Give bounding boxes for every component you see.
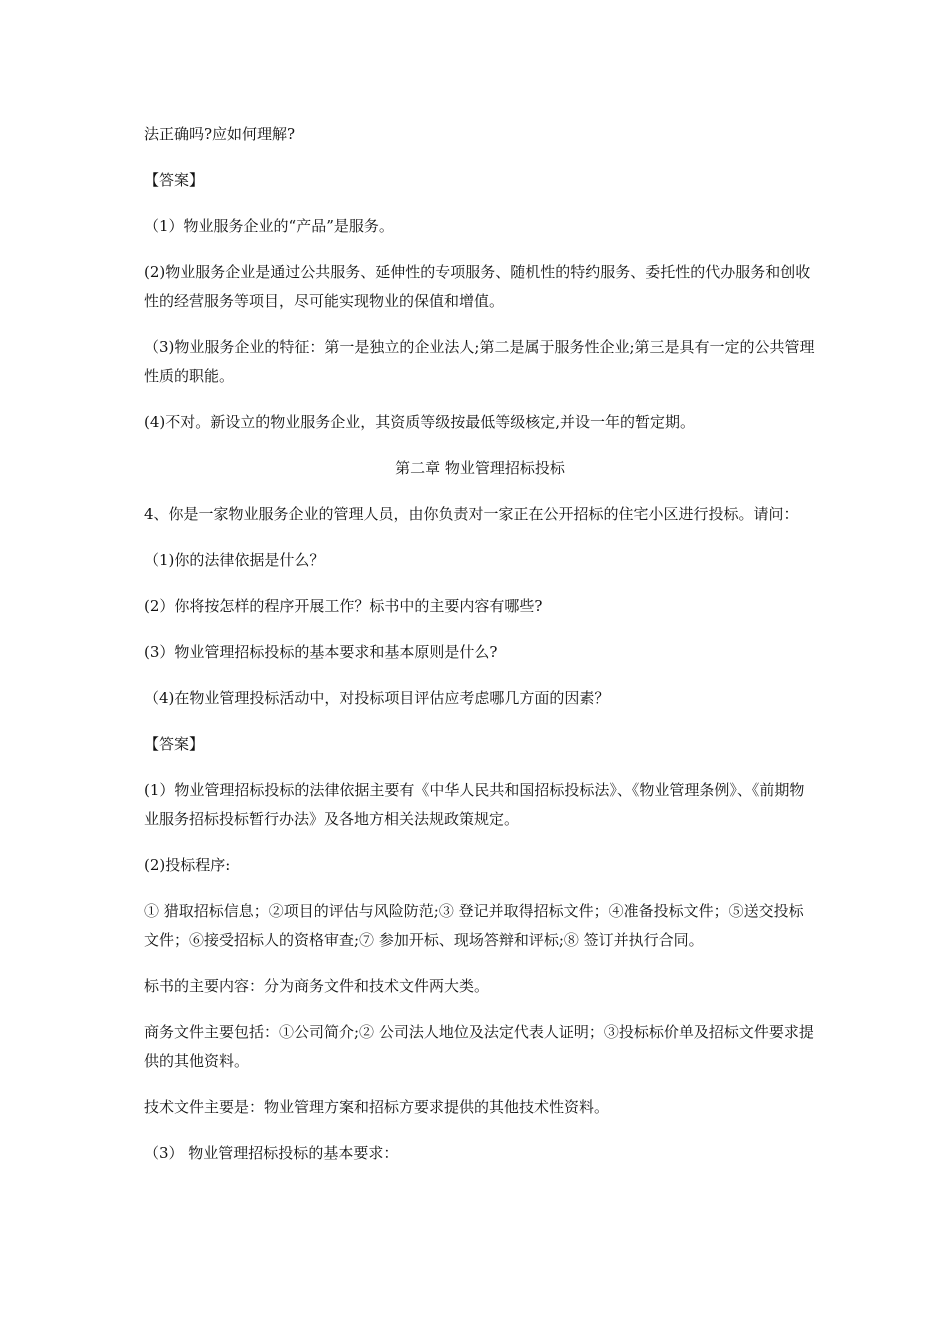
question-4-part-2: (2）你将按怎样的程序开展工作？标书中的主要内容有哪些? bbox=[144, 597, 543, 615]
answer-4-item-3-heading: （3） 物业管理招标投标的基本要求： bbox=[144, 1144, 399, 1162]
answer-4-item-2-heading: (2)投标程序: bbox=[144, 856, 231, 874]
bid-procedure-steps: ① 猎取招标信息；②项目的评估与风险防范;③ 登记并取得招标文件；④准备投标文件；⑤送交投标文件；⑥接受招标人的资格审查;⑦ 参加开标、现场答辩和评标;⑧ 签订并执行合同。 bbox=[144, 902, 804, 949]
question-4-part-1: （1)你的法律依据是什么？ bbox=[144, 551, 325, 569]
technical-documents: 技术文件主要是：物业管理方案和招标方要求提供的其他技术性资料。 bbox=[144, 1098, 610, 1116]
chapter-title: 第二章 物业管理招标投标 bbox=[395, 459, 565, 477]
tender-main-contents: 标书的主要内容：分为商务文件和技术文件两大类。 bbox=[144, 977, 490, 995]
answer-heading: 【答案】 bbox=[144, 171, 205, 189]
paragraph-question-continuation: 法正确吗?应如何理解? bbox=[144, 125, 296, 143]
answer-item-2: (2)物业服务企业是通过公共服务、延伸性的专项服务、随机性的特约服务、委托性的代办服务和创收性的经营服务等项目，尽可能实现物业的保值和增值。 bbox=[144, 263, 811, 310]
answer-item-4: (4)不对。新设立的物业服务企业，其资质等级按最低等级核定,并设一年的暂定期。 bbox=[144, 413, 696, 431]
document-body bbox=[144, 120, 816, 1185]
answer-item-3: （3)物业服务企业的特征：第一是独立的企业法人;第二是属于服务性企业;第三是具有一定的公共管理性质的职能。 bbox=[144, 338, 815, 385]
answer-item-1: （1）物业服务企业的“产品”是服务。 bbox=[144, 217, 394, 235]
answer-4-item-1: (1）物业管理招标投标的法律依据主要有《中华人民共和国招标投标法》、《物业管理条例》、《前期物业服务招标投标暂行办法》及各地方相关法规政策规定。 bbox=[144, 781, 805, 828]
answer-heading: 【答案】 bbox=[144, 735, 205, 753]
commercial-documents: 商务文件主要包括：①公司简介;② 公司法人地位及法定代表人证明；③投标标价单及招标文件要求提供的其他资料。 bbox=[144, 1023, 814, 1070]
question-4-part-4: （4)在物业管理投标活动中，对投标项目评估应考虑哪几方面的因素？ bbox=[144, 689, 610, 707]
question-4-part-3: (3）物业管理招标投标的基本要求和基本原则是什么? bbox=[144, 643, 498, 661]
question-4-stem: 4、你是一家物业服务企业的管理人员，由你负责对一家正在公开招标的住宅小区进行投标。请问： bbox=[144, 505, 799, 523]
